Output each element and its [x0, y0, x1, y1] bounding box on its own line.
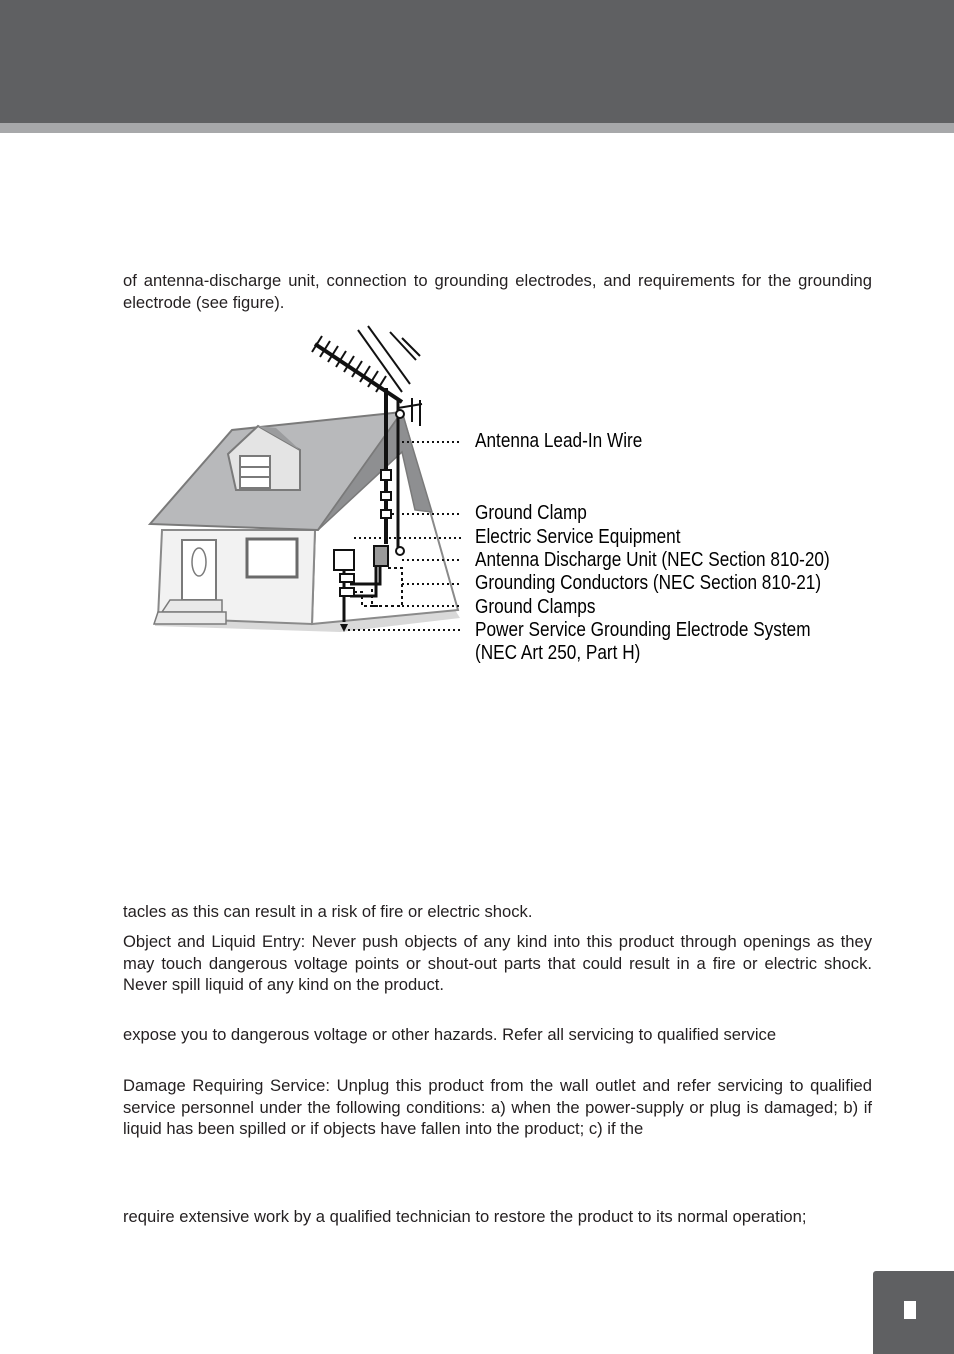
antenna-discharge-unit [374, 546, 388, 566]
servicing-paragraph: expose you to dangerous voltage or other hazards. Refer all servicing to qualified service [123, 1025, 777, 1044]
damage-service-paragraph: Damage Requiring Service: Unplug this product from the wall outlet and refer servicing to qualified service personnel under the following conditions: a) when the power-supply or plug is damaged; b) if liquid has been spilled or if objects have fallen into the product; c) if the [123, 1076, 872, 1139]
extensive-work-paragraph: require extensive work by a qualified technician to restore the product to its normal operation; [123, 1207, 807, 1226]
label-ground-clamps: Ground Clamps [475, 596, 596, 618]
label-antenna-lead-in: Antenna Lead-In Wire [475, 430, 643, 452]
house-steps [162, 600, 222, 612]
label-grounding-conductors: Grounding Conductors (NEC Section 810-21) [475, 572, 822, 594]
dormer-window [240, 456, 270, 488]
label-electrode-reference: (NEC Art 250, Part H) [475, 642, 641, 664]
electric-service-equipment [334, 550, 354, 570]
grounding-intro-paragraph: of antenna-discharge unit, connection to grounding electrodes, and requirements for the grounding electrode (see figure). [123, 271, 872, 312]
ground-clamps-mark [340, 574, 354, 582]
page-marker [904, 1301, 916, 1319]
label-electrode-system: Power Service Grounding Electrode System [475, 619, 811, 641]
house-window [247, 539, 297, 577]
antenna-grounding-figure [140, 322, 880, 672]
label-ground-clamp: Ground Clamp [475, 502, 587, 524]
object-liquid-paragraph: Object and Liquid Entry: Never push objects of any kind into this product through openings as they may touch dangerous voltage points or shout-out parts that could result in a fire or electric shock. Never spill liquid of any kind on the product. [123, 932, 872, 995]
antenna-elements [312, 326, 420, 392]
ground-clamp-mark [381, 510, 391, 518]
label-electric-service-equipment: Electric Service Equipment [475, 526, 681, 548]
page-number-tab [873, 1271, 954, 1354]
page-header-stripe [0, 123, 954, 133]
receptacles-paragraph: tacles as this can result in a risk of fire or electric shock. [123, 902, 533, 921]
page-header-band [0, 0, 954, 123]
label-antenna-discharge-unit: Antenna Discharge Unit (NEC Section 810-20) [475, 549, 830, 571]
